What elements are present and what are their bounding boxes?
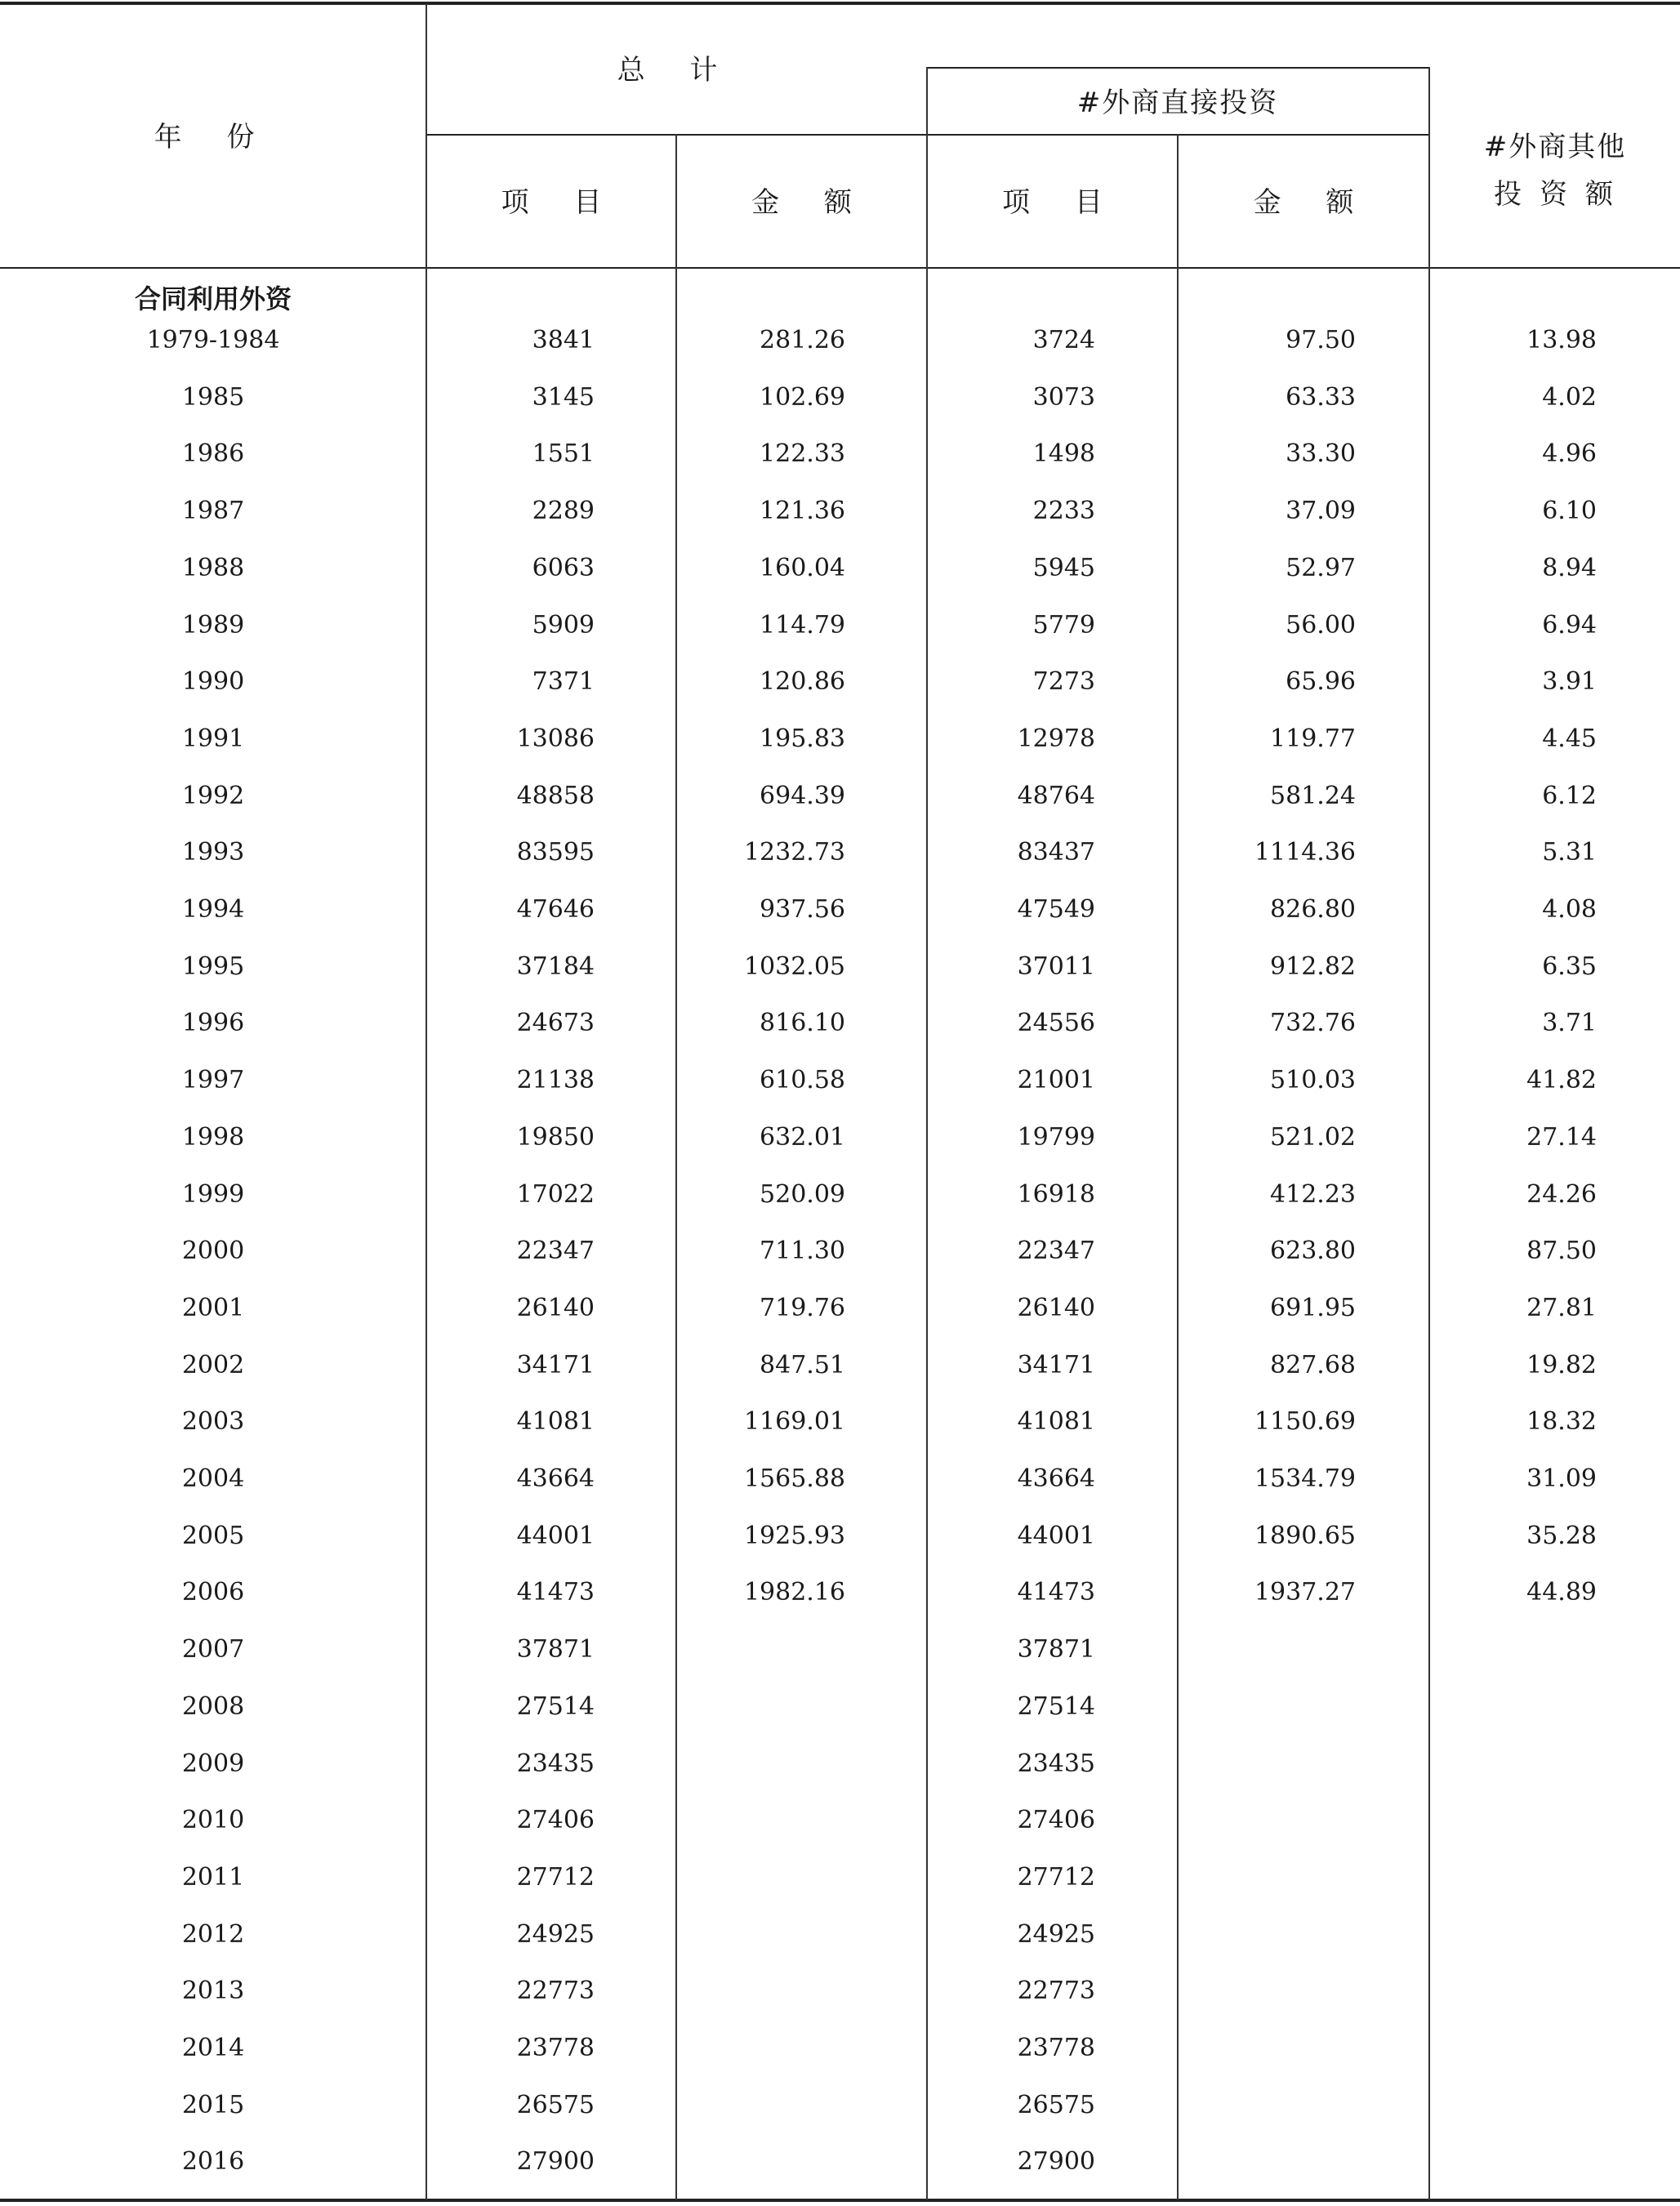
cell-other: 4.08 [1542, 895, 1597, 924]
cell-fdi-amount: 412.23 [1270, 1180, 1356, 1209]
subheader-total-amount: 金 额 [751, 186, 870, 219]
row-year: 2014 [181, 2034, 245, 2062]
header-fdi: #外商直接投资 [1076, 87, 1279, 119]
section-title: 合同利用外资 [134, 283, 292, 314]
cell-total-amount: 195.83 [760, 724, 845, 753]
row-year: 2013 [181, 1976, 245, 2005]
cell-other: 31.09 [1526, 1464, 1597, 1493]
cell-total-items: 27712 [516, 1863, 595, 1892]
cell-total-items: 1551 [532, 439, 595, 468]
cell-total-items: 22773 [516, 1976, 595, 2005]
cell-fdi-items: 19799 [1017, 1123, 1095, 1152]
cell-total-amount: 122.33 [760, 439, 845, 468]
cell-total-amount: 520.09 [760, 1180, 845, 1209]
cell-total-amount: 610.58 [760, 1066, 845, 1094]
row-year: 1994 [181, 895, 245, 924]
cell-fdi-amount: 510.03 [1270, 1066, 1356, 1094]
cell-fdi-amount: 63.33 [1286, 383, 1356, 412]
cell-total-amount: 281.26 [760, 326, 845, 354]
cell-total-items: 22347 [516, 1237, 595, 1265]
cell-total-items: 23778 [516, 2034, 595, 2062]
cell-other: 19.82 [1526, 1351, 1597, 1379]
cell-fdi-amount: 1150.69 [1254, 1407, 1356, 1436]
row-year: 2000 [181, 1237, 245, 1265]
cell-total-items: 17022 [516, 1180, 595, 1209]
header-rule-subheads [426, 134, 1429, 136]
cell-fdi-items: 43664 [1017, 1464, 1095, 1493]
cell-total-items: 27406 [516, 1806, 595, 1834]
row-year: 2003 [181, 1407, 245, 1436]
cell-total-items: 41081 [516, 1407, 595, 1436]
cell-fdi-items: 34171 [1017, 1351, 1095, 1379]
cell-fdi-amount: 581.24 [1270, 782, 1356, 810]
cell-fdi-items: 27900 [1017, 2147, 1095, 2176]
row-year: 1991 [181, 724, 245, 753]
cell-total-amount: 711.30 [760, 1237, 845, 1265]
cell-fdi-amount: 826.80 [1270, 895, 1356, 924]
header-other-line2: 投资额 [1494, 178, 1631, 211]
row-year: 2006 [181, 1578, 245, 1607]
row-year: 1997 [181, 1066, 245, 1094]
cell-total-items: 34171 [516, 1351, 595, 1379]
cell-fdi-items: 24556 [1017, 1009, 1095, 1037]
cell-total-amount: 102.69 [760, 383, 845, 412]
cell-fdi-items: 41473 [1017, 1578, 1095, 1607]
subheader-fdi-amount: 金 额 [1253, 186, 1372, 219]
row-year: 2005 [181, 1522, 245, 1550]
cell-total-items: 2289 [532, 497, 595, 525]
row-year: 2016 [181, 2147, 245, 2176]
cell-other: 4.45 [1542, 724, 1597, 753]
row-year: 1988 [181, 554, 245, 582]
cell-total-items: 24925 [516, 1920, 595, 1949]
cell-fdi-items: 22347 [1017, 1237, 1095, 1265]
cell-fdi-items: 16918 [1017, 1180, 1095, 1209]
cell-total-amount: 937.56 [760, 895, 845, 924]
cell-other: 18.32 [1526, 1407, 1597, 1436]
cell-fdi-items: 24925 [1017, 1920, 1095, 1949]
cell-fdi-amount: 1937.27 [1254, 1578, 1356, 1607]
cell-fdi-items: 41081 [1017, 1407, 1095, 1436]
cell-fdi-amount: 37.09 [1286, 497, 1356, 525]
cell-fdi-items: 12978 [1017, 724, 1095, 753]
cell-other: 87.50 [1526, 1237, 1597, 1265]
table-top-rule [0, 2, 1680, 5]
cell-total-amount: 1032.05 [743, 952, 845, 981]
row-year: 1987 [181, 497, 245, 525]
cell-total-amount: 121.36 [760, 497, 845, 525]
row-year: 1990 [181, 667, 245, 696]
cell-other: 6.35 [1542, 952, 1597, 981]
cell-fdi-amount: 732.76 [1270, 1009, 1356, 1037]
cell-fdi-items: 21001 [1017, 1066, 1095, 1094]
cell-fdi-items: 27406 [1017, 1806, 1095, 1834]
cell-fdi-items: 27514 [1017, 1692, 1095, 1721]
header-year: 年 份 [154, 121, 273, 154]
cell-other: 8.94 [1542, 554, 1597, 582]
cell-other: 6.94 [1542, 611, 1597, 640]
cell-total-items: 7371 [532, 667, 595, 696]
row-year: 1986 [181, 439, 245, 468]
row-year: 2011 [181, 1863, 245, 1892]
cell-fdi-items: 3073 [1032, 383, 1095, 412]
row-year: 1999 [181, 1180, 245, 1209]
cell-other: 13.98 [1526, 326, 1597, 354]
cell-fdi-amount: 33.30 [1286, 439, 1356, 468]
row-year: 1989 [181, 611, 245, 640]
cell-fdi-amount: 521.02 [1270, 1123, 1356, 1152]
cell-fdi-items: 48764 [1017, 782, 1095, 810]
cell-total-amount: 719.76 [760, 1294, 845, 1322]
cell-fdi-items: 23435 [1017, 1749, 1095, 1778]
header-rule-fdi-top [927, 67, 1429, 69]
cell-other: 4.96 [1542, 439, 1597, 468]
row-year: 2008 [181, 1692, 245, 1721]
cell-fdi-items: 26140 [1017, 1294, 1095, 1322]
cell-total-items: 26140 [516, 1294, 595, 1322]
cell-total-items: 5909 [532, 611, 595, 640]
cell-fdi-items: 3724 [1032, 326, 1095, 354]
cell-fdi-amount: 1534.79 [1254, 1464, 1356, 1493]
cell-fdi-items: 83437 [1017, 838, 1095, 867]
cell-total-amount: 160.04 [760, 554, 845, 582]
cell-total-items: 23435 [516, 1749, 595, 1778]
subheader-fdi-items: 项 目 [1002, 186, 1121, 219]
cell-total-amount: 632.01 [760, 1123, 845, 1152]
cell-fdi-items: 23778 [1017, 2034, 1095, 2062]
cell-total-items: 13086 [516, 724, 595, 753]
subheader-total-items: 项 目 [501, 186, 620, 219]
row-year: 2009 [181, 1749, 245, 1778]
cell-other: 3.71 [1542, 1009, 1597, 1037]
cell-fdi-items: 5779 [1032, 611, 1095, 640]
cell-other: 44.89 [1526, 1578, 1597, 1607]
cell-total-items: 19850 [516, 1123, 595, 1152]
cell-other: 5.31 [1542, 838, 1597, 867]
cell-total-amount: 114.79 [760, 611, 845, 640]
cell-total-items: 37871 [516, 1635, 595, 1664]
cell-fdi-items: 37011 [1017, 952, 1095, 981]
cell-total-items: 26575 [516, 2091, 595, 2119]
row-year: 2015 [181, 2091, 245, 2119]
row-year: 2001 [181, 1294, 245, 1322]
cell-total-items: 3145 [532, 383, 595, 412]
cell-other: 35.28 [1526, 1522, 1597, 1550]
cell-fdi-items: 22773 [1017, 1976, 1095, 2005]
cell-fdi-items: 1498 [1032, 439, 1095, 468]
header-other-line1: #外商其他 [1483, 131, 1627, 163]
cell-total-items: 6063 [532, 554, 595, 582]
cell-total-items: 21138 [516, 1066, 595, 1094]
cell-total-items: 83595 [516, 838, 595, 867]
cell-total-amount: 694.39 [760, 782, 845, 810]
cell-total-items: 3841 [532, 326, 595, 354]
cell-total-amount: 1169.01 [743, 1407, 845, 1436]
cell-fdi-items: 37871 [1017, 1635, 1095, 1664]
cell-other: 4.02 [1542, 383, 1597, 412]
cell-total-items: 43664 [516, 1464, 595, 1493]
cell-total-amount: 816.10 [760, 1009, 845, 1037]
cell-fdi-items: 7273 [1032, 667, 1095, 696]
row-year: 1992 [181, 782, 245, 810]
row-year: 2002 [181, 1351, 245, 1379]
cell-fdi-items: 26575 [1017, 2091, 1095, 2119]
row-year: 1985 [181, 383, 245, 412]
cell-fdi-amount: 52.97 [1286, 554, 1356, 582]
cell-other: 24.26 [1526, 1180, 1597, 1209]
header-total: 总 计 [617, 54, 736, 87]
cell-other: 6.10 [1542, 497, 1597, 525]
cell-total-items: 44001 [516, 1522, 595, 1550]
cell-total-items: 27900 [516, 2147, 595, 2176]
cell-fdi-amount: 1114.36 [1254, 838, 1356, 867]
row-year: 1998 [181, 1123, 245, 1152]
cell-total-items: 24673 [516, 1009, 595, 1037]
cell-other: 6.12 [1542, 782, 1597, 810]
row-year: 2004 [181, 1464, 245, 1493]
cell-fdi-items: 47549 [1017, 895, 1095, 924]
cell-fdi-items: 5945 [1032, 554, 1095, 582]
cell-other: 27.14 [1526, 1123, 1597, 1152]
row-year: 1979-1984 [146, 326, 280, 354]
cell-fdi-amount: 827.68 [1270, 1351, 1356, 1379]
cell-fdi-amount: 119.77 [1270, 724, 1356, 753]
cell-other: 27.81 [1526, 1294, 1597, 1322]
cell-fdi-amount: 1890.65 [1254, 1522, 1356, 1550]
row-year: 2010 [181, 1806, 245, 1834]
cell-total-amount: 1565.88 [743, 1464, 845, 1493]
cell-total-amount: 847.51 [760, 1351, 845, 1379]
cell-fdi-amount: 65.96 [1286, 667, 1356, 696]
cell-fdi-amount: 623.80 [1270, 1237, 1356, 1265]
row-year: 2012 [181, 1920, 245, 1949]
cell-fdi-amount: 97.50 [1286, 326, 1356, 354]
row-year: 2007 [181, 1635, 245, 1664]
cell-fdi-amount: 912.82 [1270, 952, 1356, 981]
cell-total-items: 27514 [516, 1692, 595, 1721]
row-year: 1993 [181, 838, 245, 867]
cell-total-amount: 1925.93 [743, 1522, 845, 1550]
row-year: 1995 [181, 952, 245, 981]
cell-total-items: 37184 [516, 952, 595, 981]
cell-total-amount: 1232.73 [743, 838, 845, 867]
cell-fdi-items: 2233 [1032, 497, 1095, 525]
cell-total-items: 48858 [516, 782, 595, 810]
cell-total-items: 41473 [516, 1578, 595, 1607]
cell-total-amount: 120.86 [760, 667, 845, 696]
cell-total-amount: 1982.16 [743, 1578, 845, 1607]
cell-total-items: 47646 [516, 895, 595, 924]
cell-other: 41.82 [1526, 1066, 1597, 1094]
cell-fdi-items: 44001 [1017, 1522, 1095, 1550]
cell-fdi-amount: 56.00 [1286, 611, 1356, 640]
cell-fdi-amount: 691.95 [1270, 1294, 1356, 1322]
cell-other: 3.91 [1542, 667, 1597, 696]
row-year: 1996 [181, 1009, 245, 1037]
cell-fdi-items: 27712 [1017, 1863, 1095, 1892]
